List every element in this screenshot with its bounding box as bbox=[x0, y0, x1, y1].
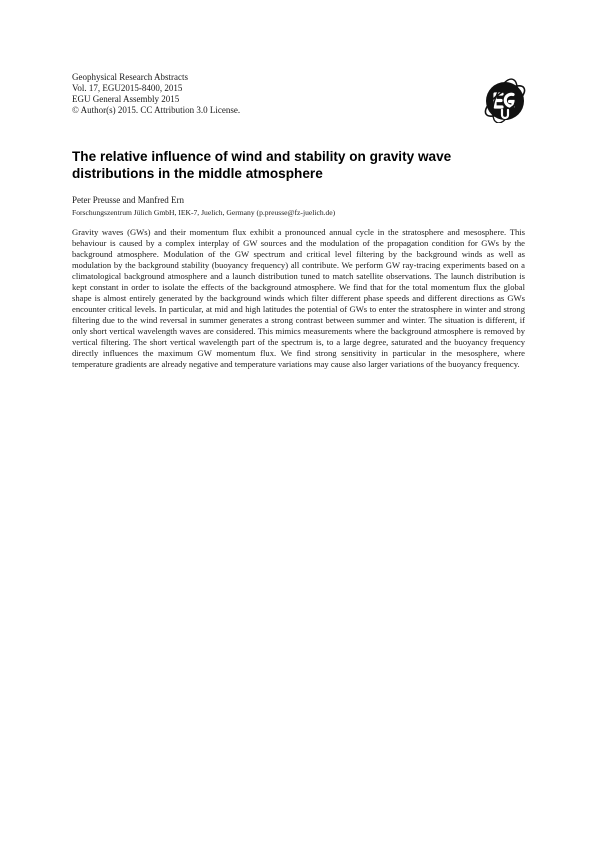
journal-name: Geophysical Research Abstracts bbox=[72, 72, 188, 82]
author-affiliation: Forschungszentrum Jülich GmbH, IEK-7, Juelich, Germany (p.preusse@fz-juelich.de) bbox=[72, 208, 336, 217]
paper-title: The relative influence of wind and stability on gravity wave distributions in the middle atmosphere bbox=[72, 149, 452, 181]
journal-header bbox=[72, 72, 452, 116]
assembly-info: EGU General Assembly 2015 bbox=[72, 94, 180, 104]
volume-info: Vol. 17, EGU2015-8400, 2015 bbox=[72, 83, 183, 93]
license-info: © Author(s) 2015. CC Attribution 3.0 License. bbox=[72, 105, 241, 115]
paper-authors: Peter Preusse and Manfred Ern bbox=[72, 195, 184, 205]
egu-logo-icon bbox=[482, 77, 528, 123]
abstract-text: Gravity waves (GWs) and their momentum flux exhibit a pronounced annual cycle in the stratosphere and mesosphere. This behaviour is caused by a complex interplay of GW sources and the modulation of the propagation condition for GWs by the background atmosphere. Modulation of the GW spectrum and critical level filtering by the background winds as well as modulation by the background stability (buoyancy frequency) all contribute. We perform GW ray-tracing experiments based on a climatological background atmosphere and a launch distribution tuned to match satellite observations. The launch distribution is kept constant in order to isolate the effects of the background atmosphere. We find that for the total momentum flux the global shape is almost entirely generated by the background winds which filter different phase speeds and different directions as GWs encounter critical levels. In particular, at mid and high latitudes the potential of GWs to enter the stratosphere in winter and strong filtering due to the wind reversal in summer generates a strong contrast between summer and winter. The situation is different, if only short vertical wavelength waves are considered. This mimics measurements where the background atmosphere is removed by vertical filtering. The short vertical wavelength part of the spectrum is, to a large degree, saturated and the buoyancy frequency directly influences the maximum GW momentum flux. We find strong sensitivity in particular in the mesosphere, where temperature gradients are already negative and temperature variations may cause also larger variations of the buoyancy frequency. bbox=[72, 227, 525, 369]
